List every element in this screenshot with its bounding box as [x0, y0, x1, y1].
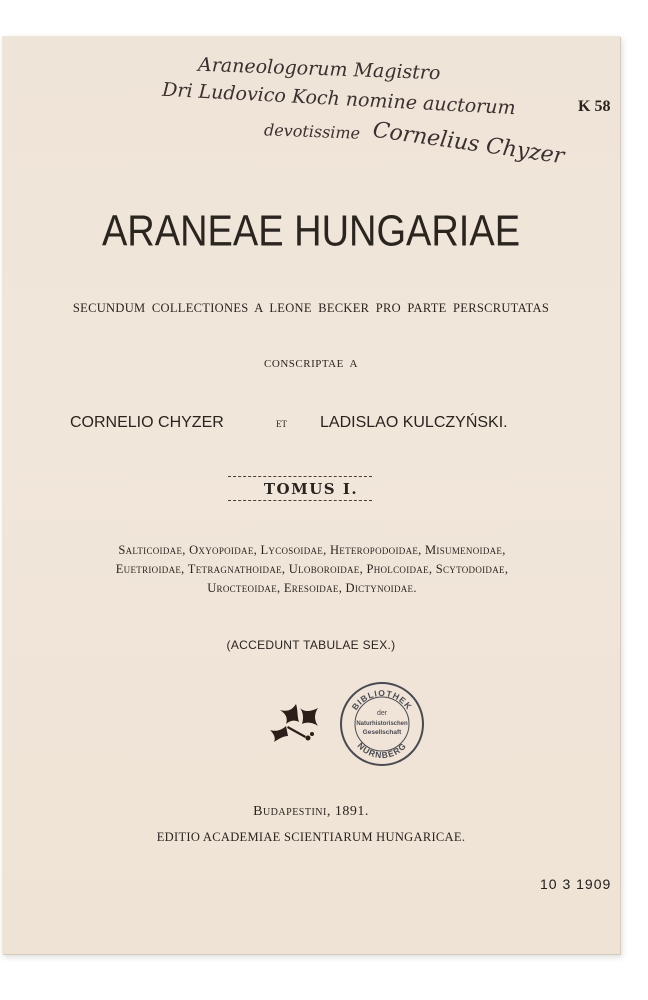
- dedication-line-2: Dri Ludovico Koch nomine auctorum: [161, 78, 517, 120]
- divider-top: [228, 476, 372, 477]
- imprint-publisher: EDITIO ACADEMIAE SCIENTIARUM HUNGARICAE.: [156, 830, 466, 844]
- families-line-1: Salticoidae, Oxyopoidae, Lycosoidae, Heteropodoidae, Misumenoidae,: [118, 543, 506, 557]
- dedication-line-3: devotissime: [263, 120, 361, 143]
- families-line-2: Euetrioidae, Tetragnathoidae, Uloboroidae, Pholcoidae, Scytodoidae,: [115, 562, 509, 576]
- book-subtitle: SECUNDUM COLLECTIONES A LEONE BECKER PRO PARTE PERSCRUTATAS: [72, 301, 550, 315]
- library-stamp-icon: [338, 680, 426, 768]
- conscriptae-line: CONSCRIPTAE A: [264, 358, 358, 370]
- families-line-3: Urocteoidae, Eresoidae, Dictynoidae.: [207, 581, 417, 595]
- plates-note: (ACCEDUNT TABULAE SEX.): [226, 638, 396, 652]
- stamp-bottom-text: NÜRNBERG: [355, 740, 409, 761]
- stamp-line-3: Gesellschaft: [362, 729, 402, 736]
- author-second: LADISLAO KULCZYŃSKI.: [320, 414, 508, 431]
- author-conjunction: ET: [276, 419, 287, 429]
- shelfmark: K 58: [578, 98, 611, 115]
- stamp-top-text: BIBLIOTHEK: [349, 687, 415, 712]
- imprint-place-year: Budapestini, 1891.: [253, 804, 369, 819]
- author-signature: Cornelius Chyzer: [371, 117, 566, 170]
- divider-bottom: [228, 500, 372, 501]
- printer-ornament-icon: [266, 696, 326, 746]
- dedication-line-1: Araneologorum Magistro: [197, 53, 441, 85]
- svg-text:NÜRNBERG: [355, 740, 408, 760]
- volume-label: TOMUS I.: [263, 480, 359, 498]
- accession-date-stamp: 10 3 1909: [540, 876, 612, 892]
- author-first: CORNELIO CHYZER: [70, 414, 224, 431]
- stamp-line-2: Naturhistorischen: [356, 721, 408, 727]
- book-title: ARANEAE HUNGARIAE: [101, 207, 521, 257]
- title-page: [2, 36, 620, 954]
- families-list: [42, 541, 582, 598]
- svg-text:BIBLIOTHEK: [350, 688, 415, 712]
- stamp-line-1: der: [376, 710, 388, 717]
